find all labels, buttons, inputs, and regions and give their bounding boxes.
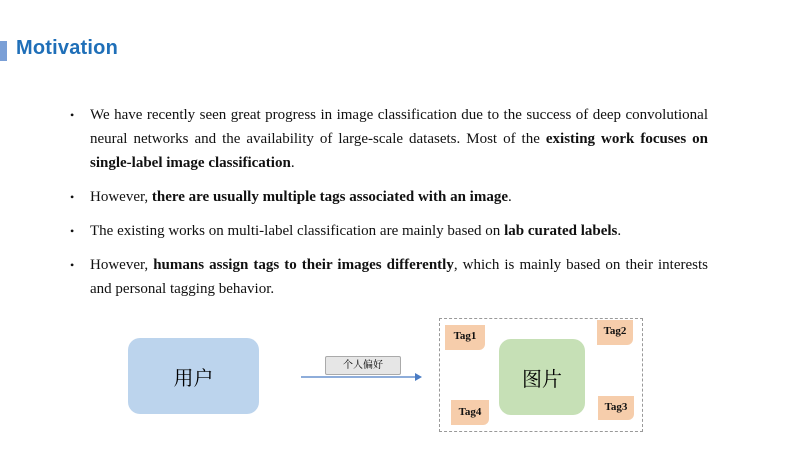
user-node-label: 用户 — [173, 365, 214, 390]
preference-label: 个人偏好 — [325, 356, 401, 375]
bullet-text-part: The existing works on multi-label classification are mainly based on — [90, 223, 505, 239]
bullet-glyph: • — [70, 190, 75, 204]
tag-4: Tag4 — [451, 400, 489, 425]
bullet-list — [70, 103, 708, 311]
bullet-text-part: However, — [90, 257, 154, 273]
bullet-item — [70, 253, 708, 301]
tag-2: Tag2 — [597, 320, 633, 345]
bullet-text-part: However, — [90, 189, 152, 205]
bullet-glyph: • — [70, 108, 75, 122]
bullet-text-bold: lab curated labels — [504, 223, 618, 239]
tag-1: Tag1 — [445, 325, 485, 350]
bullet-text-bold: existing work focuses on single-label image classification — [90, 131, 709, 171]
bullet-text-part: . — [290, 155, 295, 171]
preference-arrow — [301, 370, 423, 384]
slide-title: Motivation — [16, 37, 118, 59]
bullet-text-bold: humans assign tags to their images differently — [153, 257, 454, 273]
bullet-glyph: • — [70, 224, 75, 238]
bullet-item — [70, 185, 708, 209]
bullet-item — [70, 219, 708, 243]
tag-3: Tag3 — [598, 396, 634, 420]
bullet-text-part: . — [507, 189, 512, 205]
bullet-glyph: • — [70, 258, 75, 272]
user-node — [128, 338, 259, 414]
bullet-text-part: We have recently seen great progress in image classification due to the success of deep convolutional neural networks and the availability of large-scale datasets. Most of the — [90, 107, 708, 147]
bullet-item — [70, 103, 708, 175]
bullet-text-part: . — [617, 223, 622, 239]
bullet-text-part: , which is mainly based on their interests and personal tagging behavior. — [90, 257, 708, 297]
image-node — [499, 339, 585, 415]
image-node-label: 图片 — [522, 366, 562, 391]
bullet-text-bold: there are usually multiple tags associated with an image — [151, 189, 508, 205]
title-accent-bar — [0, 41, 7, 61]
